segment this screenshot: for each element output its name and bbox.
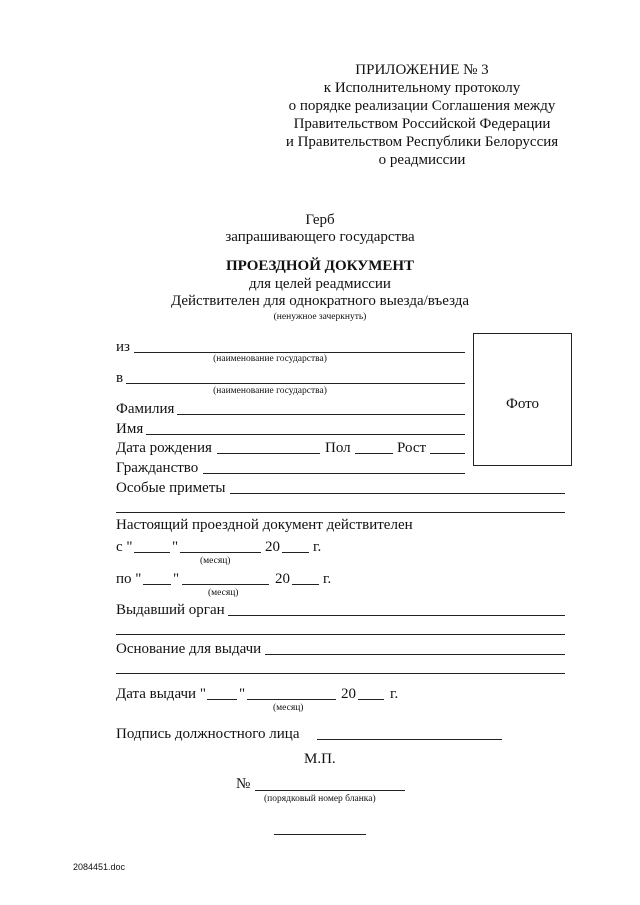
birth-field[interactable] xyxy=(217,453,320,454)
to-label: в xyxy=(116,370,124,386)
photo-label: Фото xyxy=(505,396,539,412)
validity-heading: Настоящий проездной документ действителен xyxy=(116,517,413,533)
valid-to-year-suffix: г. xyxy=(323,571,332,587)
issuer-field[interactable] xyxy=(228,615,565,616)
number-field[interactable] xyxy=(255,790,405,791)
document-title: ПРОЕЗДНОЙ ДОКУМЕНТ xyxy=(225,258,415,274)
from-field[interactable] xyxy=(134,352,465,353)
surname-field[interactable] xyxy=(177,414,465,415)
issuer-label: Выдавший орган xyxy=(116,602,225,618)
valid-from-month-hint: (месяц) xyxy=(200,556,231,566)
header-line-2: к Исполнительному протоколу xyxy=(323,80,521,96)
emblem-label: Герб xyxy=(305,212,335,228)
valid-from-day-field[interactable] xyxy=(134,552,170,553)
number-hint: (порядковый номер бланка) xyxy=(264,794,376,804)
issue-month-hint: (месяц) xyxy=(273,703,304,713)
valid-to-month-hint: (месяц) xyxy=(208,588,239,598)
basis-field[interactable] xyxy=(265,654,565,655)
valid-from-year-prefix: 20 xyxy=(265,539,280,555)
issue-date-prefix: Дата выдачи " xyxy=(116,686,206,702)
valid-from-year-suffix: г. xyxy=(313,539,322,555)
stamp-mark: М.П. xyxy=(304,751,336,767)
valid-from-quote: " xyxy=(172,539,179,555)
header-line-3: о порядке реализации Соглашения между xyxy=(288,98,556,114)
file-reference: 2084451.doc xyxy=(73,862,126,872)
basis-label: Основание для выдачи xyxy=(116,641,262,657)
valid-from-prefix: с " xyxy=(116,539,133,555)
features-field-extra[interactable] xyxy=(116,512,565,513)
name-field[interactable] xyxy=(146,434,465,435)
from-hint: (наименование государства) xyxy=(213,354,327,364)
basis-field-extra[interactable] xyxy=(116,673,565,674)
valid-to-prefix: по " xyxy=(116,571,142,587)
issue-year-suffix: г. xyxy=(390,686,399,702)
valid-to-day-field[interactable] xyxy=(143,584,171,585)
closing-divider xyxy=(274,834,366,835)
number-symbol: № xyxy=(236,776,251,792)
document-validity-type: Действителен для однократного выезда/въезда xyxy=(170,293,470,309)
header-line-6: о реадмиссии xyxy=(378,152,466,168)
valid-to-month-field[interactable] xyxy=(182,584,269,585)
sex-field[interactable] xyxy=(355,453,393,454)
issue-year-prefix: 20 xyxy=(341,686,356,702)
name-label: Имя xyxy=(116,421,144,437)
height-label: Рост xyxy=(397,440,427,456)
sex-label: Пол xyxy=(325,440,351,456)
valid-to-quote: " xyxy=(173,571,180,587)
features-field[interactable] xyxy=(230,493,565,494)
from-label: из xyxy=(116,339,130,355)
citizenship-field[interactable] xyxy=(203,473,465,474)
valid-from-year-field[interactable] xyxy=(282,552,309,553)
issue-month-field[interactable] xyxy=(247,699,336,700)
citizenship-label: Гражданство xyxy=(116,460,199,476)
issue-date-quote: " xyxy=(239,686,246,702)
issue-day-field[interactable] xyxy=(207,699,237,700)
valid-from-month-field[interactable] xyxy=(180,552,261,553)
issue-year-field[interactable] xyxy=(358,699,384,700)
photo-box xyxy=(473,333,572,466)
height-field[interactable] xyxy=(430,453,465,454)
signature-label: Подпись должностного лица xyxy=(116,726,300,742)
birth-label: Дата рождения xyxy=(116,440,212,456)
to-field[interactable] xyxy=(126,383,465,384)
issuer-field-extra[interactable] xyxy=(116,634,565,635)
features-label: Особые приметы xyxy=(116,480,226,496)
strike-note: (ненужное зачеркнуть) xyxy=(273,312,367,322)
header-line-4: Правительством Российской Федерации xyxy=(293,116,551,132)
surname-label: Фамилия xyxy=(116,401,175,417)
signature-field[interactable] xyxy=(317,739,502,740)
to-hint: (наименование государства) xyxy=(213,386,327,396)
header-line-1: ПРИЛОЖЕНИЕ № 3 xyxy=(355,62,489,78)
emblem-caption: запрашивающего государства xyxy=(225,229,415,245)
valid-to-year-prefix: 20 xyxy=(275,571,290,587)
header-line-5: и Правительством Республики Белоруссия xyxy=(285,134,559,150)
valid-to-year-field[interactable] xyxy=(292,584,319,585)
document-purpose: для целей реадмиссии xyxy=(249,276,391,292)
